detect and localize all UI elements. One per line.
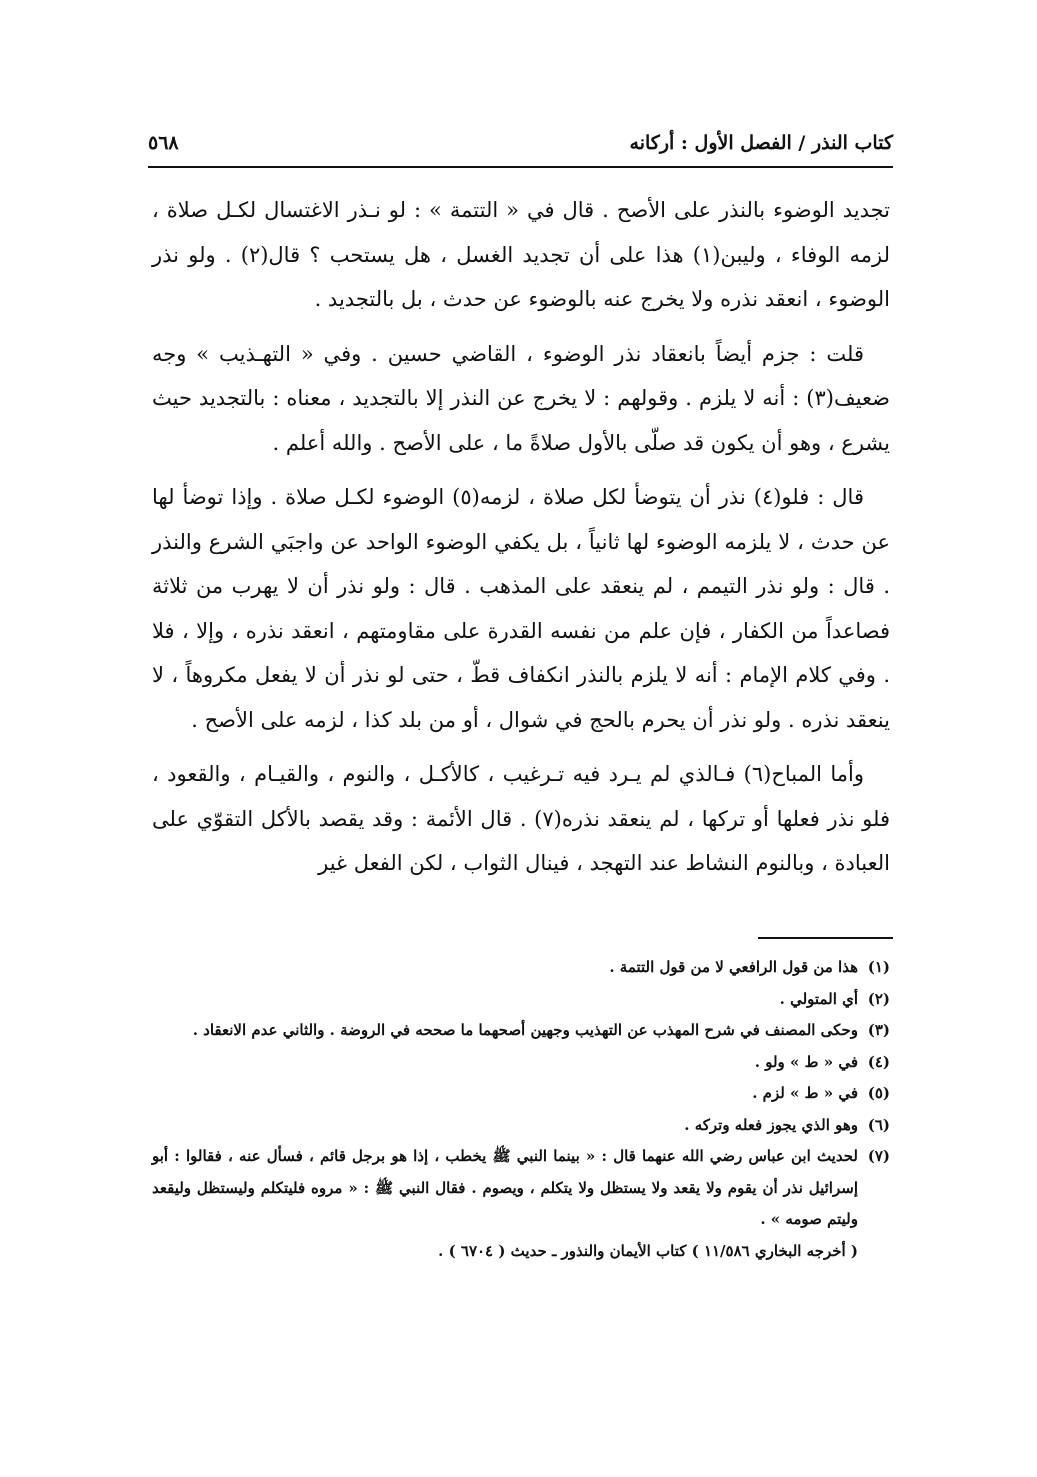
footnote-4 — [152, 1047, 890, 1079]
footnote-text: وحكى المصنف في شرح المهذب عن التهذيب وجهين أصحهما ما صححه في الروضة . والثاني عدم الانعقاد . — [192, 1021, 858, 1039]
paragraph-2: قلت : جزم أيضاً بانعقاد نذر الوضوء ، القاضي حسين . وفي « التهـذيب » وجه ضعيف(٣) : أنه لا يلزم . وقولهم : لا يخرج عن النذر إلا بالتجديد ، معناه : بالتجديد حيث يشرع ، وهو أن يكون قد صلّى بالأول صلاةً ما ، على الأصح . والله أعلم . — [152, 341, 890, 455]
footnote-5 — [152, 1078, 890, 1110]
footnote-number: (٢) — [867, 989, 890, 1008]
paragraph-1: تجديد الوضوء بالنذر على الأصح . قال في « التتمة » : لو نـذر الاغتسال لكـل صلاة ، لزمه الوفاء ، وليبن(١) هذا على أن تجديد الغسل ، هل يستحب ؟ قال(٢) . ولو نذر الوضوء ، انعقد نذره ولا يخرج عنه بالوضوء عن حدث ، بل بالتجديد . — [152, 198, 890, 311]
footnote-number: (٧) — [867, 1147, 890, 1165]
footnote-7 — [152, 1141, 890, 1236]
footnote-source-line: ( أخرجه البخاري ١١/٥٨٦ ) كتاب الأيمان والنذور ـ حديث ( ٦٧٠٤ ) . — [438, 1241, 858, 1260]
footnote-text: وهو الذي يجوز فعله وتركه . — [684, 1115, 858, 1134]
footnote-text: أي المتولي . — [779, 989, 858, 1008]
main-text — [152, 188, 890, 896]
footnote-text: لحديث ابن عباس رضي الله عنهما قال : « بينما النبي ﷺ يخطب ، إذا هو برجل قائم ، فسأل عنه ، فقالوا : أبو إسرائيل نذر أن يقوم ولا يقعد ولا يستظل ولا يتكلم ، ويصوم . فقال النبي ﷺ : « مروه فليتكلم وليستظل وليقعد وليتم صومه » . — [152, 1147, 858, 1228]
footnote-3 — [152, 1015, 890, 1047]
running-head — [148, 128, 893, 162]
footnote-2 — [152, 984, 890, 1016]
footnote-text: في « ط » لزم . — [752, 1084, 858, 1102]
footnote-text: هذا من قول الرافعي لا من قول التتمة . — [609, 958, 858, 976]
running-title: كتاب النذر / الفصل الأول : أركانه — [629, 132, 893, 154]
paragraph-4: وأما المباح(٦) فـالذي لم يـرد فيه تـرغيب ، كالأكـل ، والنوم ، والقيـام ، والقعود ، فلو نذر فعلها أو تركها ، لم ينعقد نذره(٧) . قال الأئمة : وقد يقصد بالأكل التقوّي على العبادة ، وبالنوم النشاط عند التهجد ، فينال الثواب ، لكن الفعل غير — [152, 762, 890, 875]
footnote-number: (٣) — [867, 1021, 890, 1039]
footnote-number: (١) — [867, 958, 890, 976]
footnote-rule — [758, 937, 893, 939]
footnote-number: (٥) — [867, 1084, 890, 1102]
footnote-text: في « ط » ولو . — [754, 1052, 858, 1071]
header-rule — [148, 166, 893, 168]
footnote-6 — [152, 1110, 890, 1142]
footnotes — [152, 952, 890, 1267]
paragraph-3: قال : فلو(٤) نذر أن يتوضأ لكل صلاة ، لزمه(٥) الوضوء لكـل صلاة . وإذا توضأ لها عن حدث ، لا يلزمه الوضوء لها ثانياً ، بل يكفي الوضوء الواحد عن واجبَي الشرع والنذر . قال : ولو نذر التيمم ، لم ينعقد على المذهب . قال : ولو نذر أن لا يهرب من ثلاثة فصاعداً من الكفار ، فإن علم من نفسه القدرة على مقاومتهم ، انعقد نذره ، وإلا ، فلا . وفي كلام الإمام : أنه لا يلزم بالنذر انكفاف قطّ ، حتى لو نذر أن لا يفعل مكروهاً ، لا ينعقد نذره . ولو نذر أن يحرم بالحج في شوال ، أو من بلد كذا ، لزمه على الأصح . — [152, 485, 890, 732]
footnote-number: (٦) — [867, 1115, 890, 1134]
footnote-1 — [152, 952, 890, 984]
page-number: ٥٦٨ — [148, 132, 179, 154]
footnote-number: (٤) — [867, 1052, 890, 1071]
